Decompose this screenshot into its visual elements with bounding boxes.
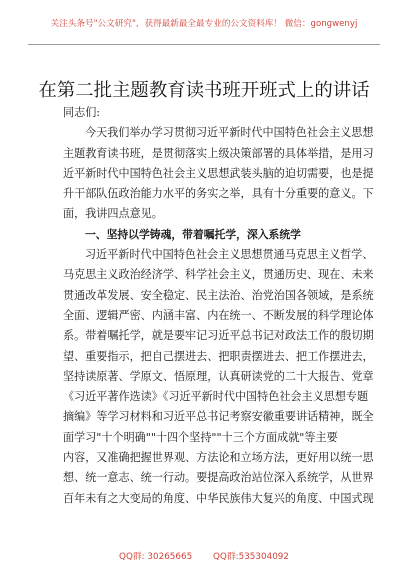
section-heading: 一、坚持以学铸魂，带着嘱托学，深入系统学 (85, 227, 301, 241)
paragraph-line: 面学习"十个明确""十四个坚持""十三个方面成就"等主要 (63, 430, 338, 444)
paragraph-line: 系。带着嘱托学，就是要牢记习近平总书记对政法工作的殷切期 (63, 329, 374, 343)
paragraph-line: 习近平新时代中国特色社会主义思想贯通马克思主义哲学、 (85, 248, 374, 262)
paragraph-line: 百年未有之大变局的角度、中华民族伟大复兴的角度、中国式现 (63, 491, 374, 505)
paragraph-line: 马克思主义政治经济学、科学社会主义，贯通历史、现在、未来 (63, 268, 374, 282)
paragraph-line: 内容，又准确把握世界观、方法论和立场方法，更好用以统一思 (63, 451, 374, 465)
paragraph-line: 坚持读原著、学原文、悟原理，认真研读党的二十大报告、党章 (63, 369, 374, 383)
document-body (63, 103, 374, 509)
paragraph-line: 面，我讲四点意见。 (63, 207, 163, 221)
salutation: 同志们: (63, 106, 101, 119)
footer-contact (0, 549, 408, 562)
document-title: 在第二批主题教育读书班开班式上的讲话 (38, 80, 370, 101)
paragraph-line: 望、重要指示，把自己摆进去、把职责摆进去、把工作摆进去， (63, 349, 374, 363)
paragraph-line: 《习近平著作选读》《习近平新时代中国特色社会主义思想专题 (63, 390, 369, 404)
paragraph-line: 摘编》等学习材料和习近平总书记考察安徽重要讲话精神，既全 (63, 410, 374, 424)
paragraph-line: 升干部队伍政治能力水平的务实之举，具有十分重要的意义。下 (63, 187, 374, 201)
paragraph-line: 想、统一意志、统一行动。要提高政治站位深入系统学，从世界 (63, 471, 374, 485)
footer-qq-group-2: QQ群:535304092 (213, 552, 289, 562)
paragraph-line: 今天我们举办学习贯彻习近平新时代中国特色社会主义思想 (85, 126, 374, 140)
footer-qq-group-1: QQ群: 30265665 (119, 552, 193, 562)
header-promo-note: 关注头条号"公文研究"，获得最新最全最专业的公文资料库！ 微信：gongwenyj (50, 19, 358, 29)
paragraph-line: 主题教育读书班，是贯彻落实上级决策部署的具体举措，是用习 (63, 146, 374, 160)
header-divider (28, 44, 380, 45)
paragraph-line: 贯通改革发展、安全稳定、民主法治、治党治国各领域，是系统 (63, 288, 374, 302)
paragraph-line: 全面、逻辑严密、内涵丰富、内在统一、不断发展的科学理论体 (63, 308, 374, 322)
paragraph-line: 近平新时代中国特色社会主义思想武装头脑的迫切需要，也是提 (63, 166, 374, 180)
